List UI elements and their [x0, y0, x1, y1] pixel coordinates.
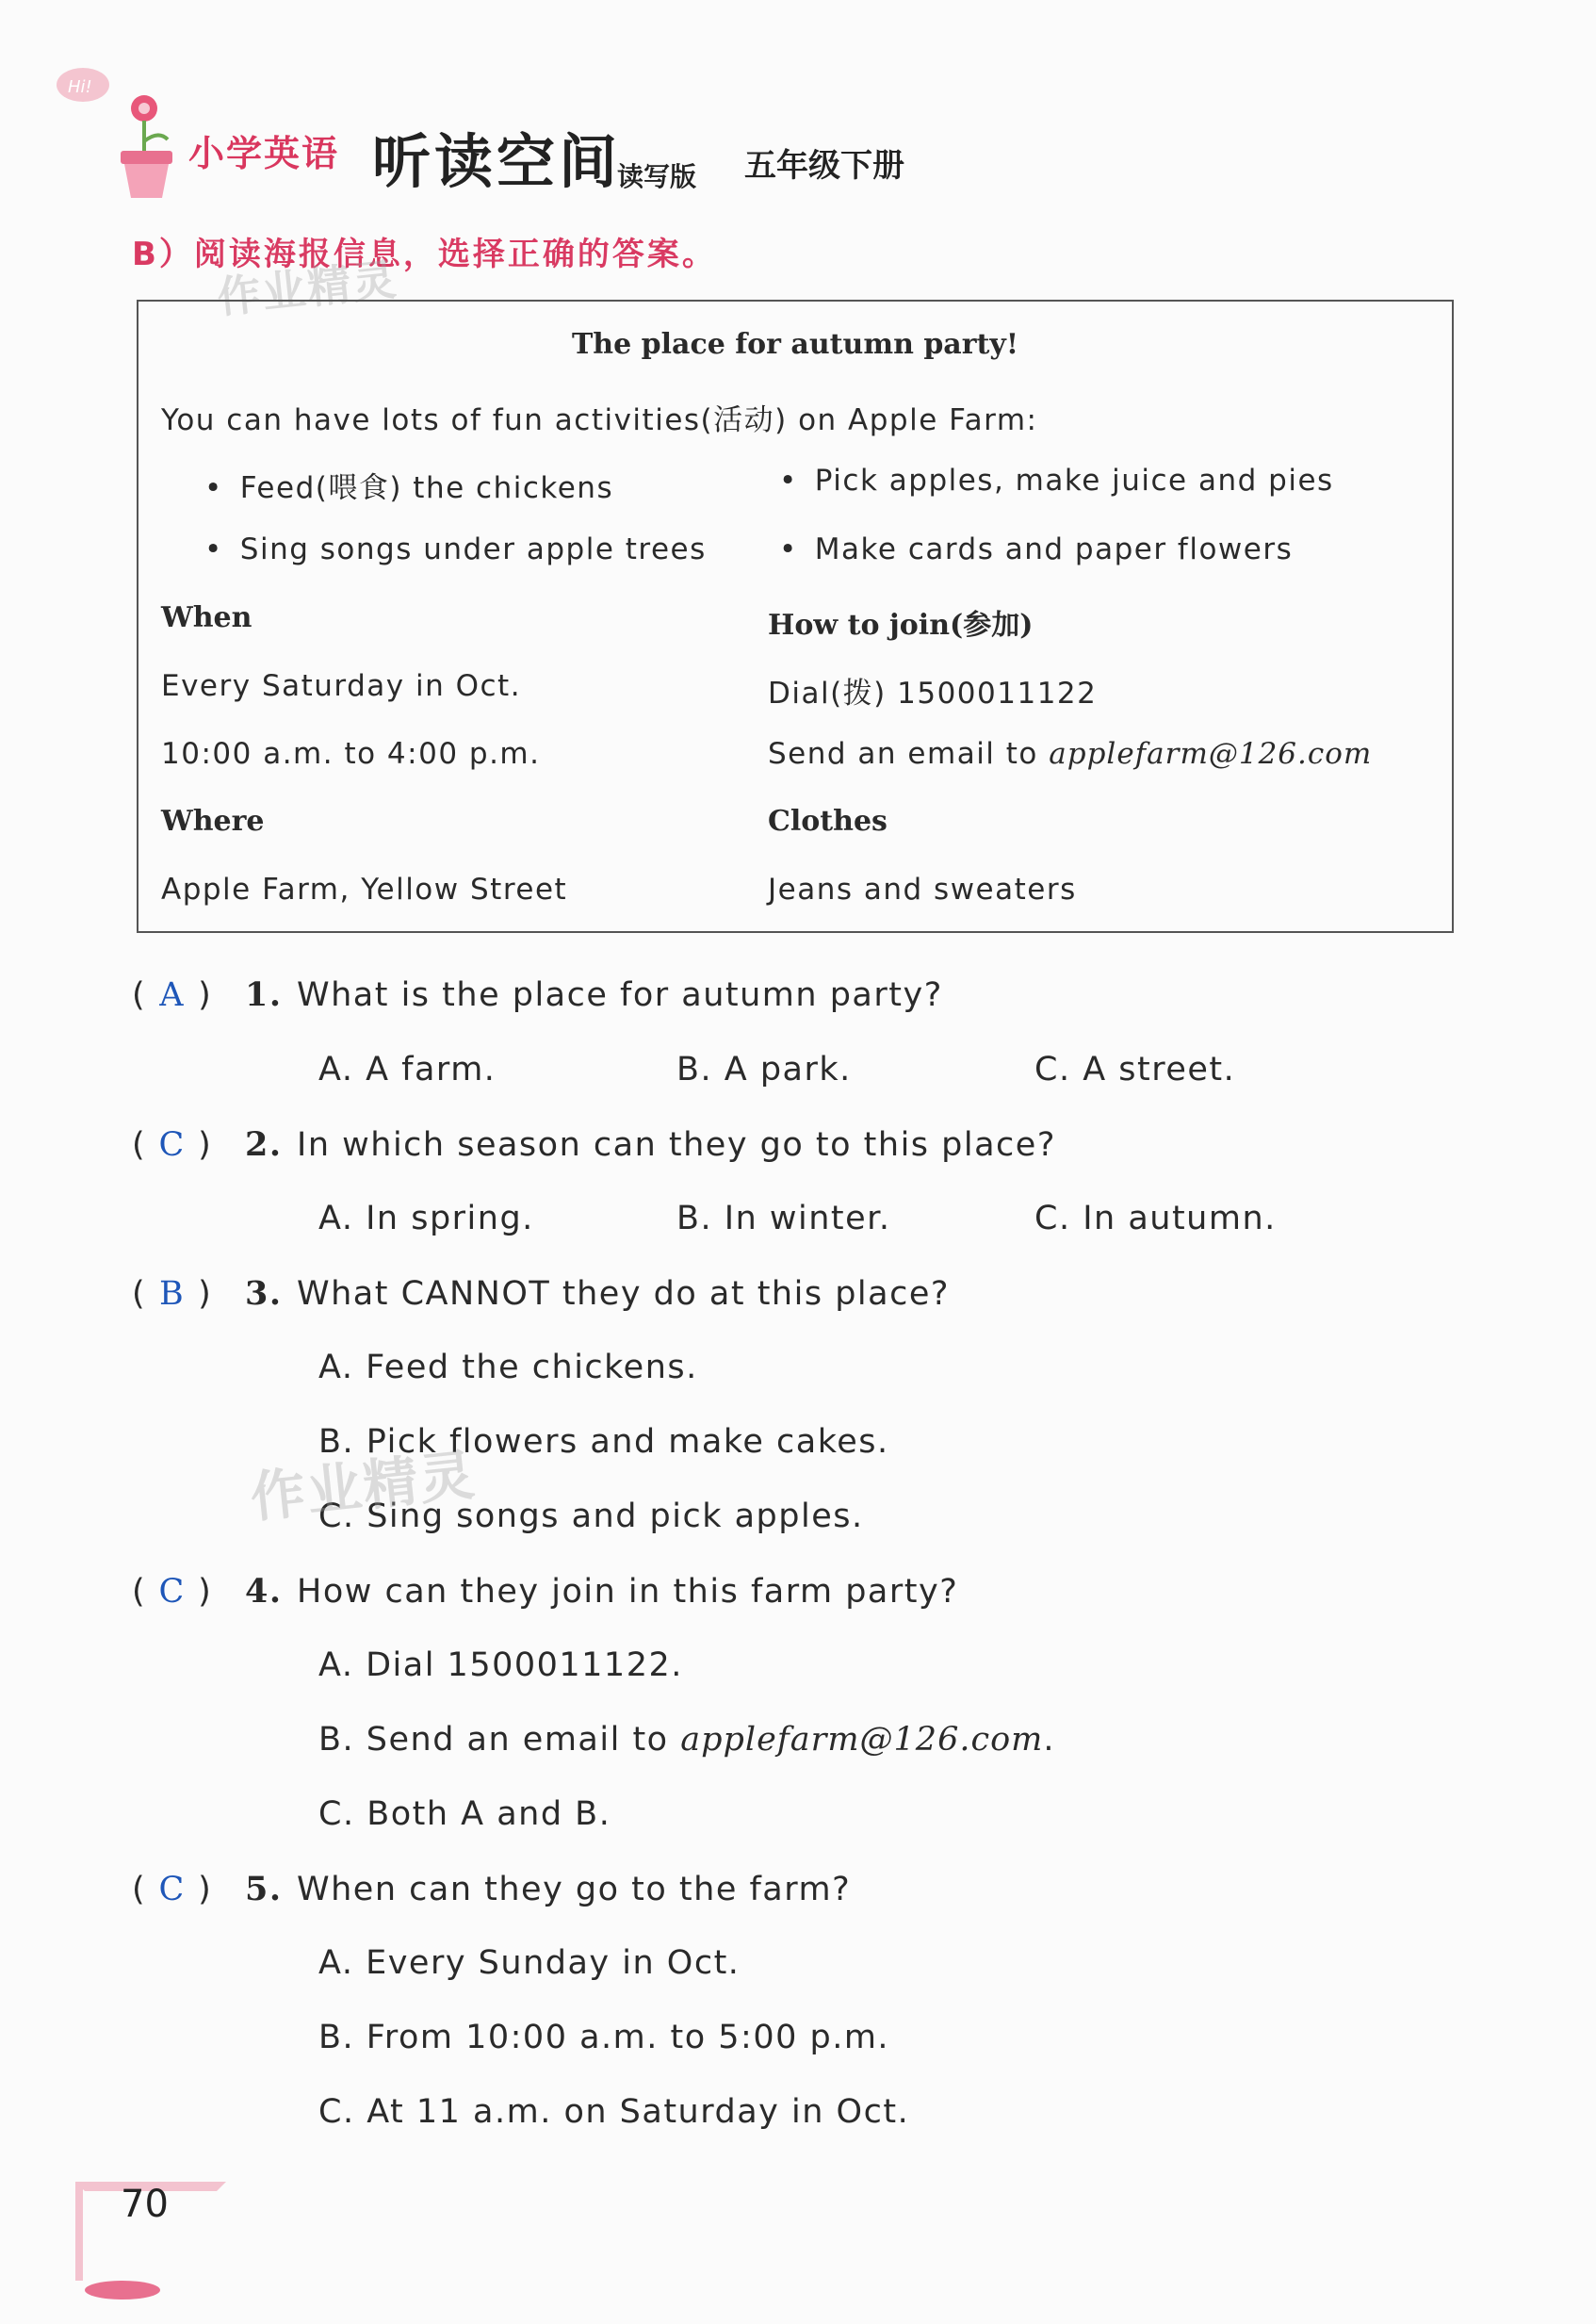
poster-intro: You can have lots of fun activities(活动) on Apple Farm: — [161, 403, 1038, 437]
question-text: When can they go to the farm? — [297, 1871, 852, 1908]
when-time: 10:00 a.m. to 4:00 p.m. — [161, 737, 541, 771]
join-email-address: applefarm@126.com — [1049, 737, 1373, 771]
option-b-prefix: B. Send an email to — [318, 1721, 681, 1759]
answer-value: A — [159, 976, 186, 1014]
join-email-line — [768, 737, 1372, 771]
answer-paren: ( C ) — [132, 1126, 213, 1164]
question-3 — [132, 1274, 950, 1313]
when-heading: When — [161, 601, 252, 634]
answer-value: C — [158, 1573, 186, 1611]
option-a: A. A farm. — [318, 1051, 497, 1088]
option-b — [318, 1721, 1055, 1759]
answer-paren: ( C ) — [132, 1573, 213, 1611]
header-edition: 读写版 — [617, 161, 697, 192]
question-4 — [132, 1572, 958, 1611]
question-number: 5. — [245, 1870, 283, 1908]
watermark: 作业精灵 — [247, 1442, 480, 1530]
clothes-heading: Clothes — [768, 805, 888, 838]
question-number: 2. — [245, 1125, 283, 1164]
option-c: C. Both A and B. — [318, 1795, 611, 1833]
answer-paren: ( B ) — [132, 1275, 213, 1313]
answer-paren: ( A ) — [132, 976, 213, 1014]
section-title: B）阅读海报信息，选择正确的答案。 — [132, 236, 717, 273]
option-b: B. A park. — [676, 1051, 852, 1088]
header-series-title: 听读空间 — [372, 127, 622, 196]
clothes-items: Jeans and sweaters — [768, 873, 1077, 907]
question-5 — [132, 1870, 851, 1908]
page-number: 70 — [121, 2183, 169, 2226]
poster-box — [137, 300, 1454, 933]
question-text: In which season can they go to this place? — [297, 1126, 1056, 1164]
activity-item: • Make cards and paper flowers — [779, 532, 1293, 566]
question-text: What is the place for autumn party? — [297, 976, 943, 1014]
option-c: C. At 11 a.m. on Saturday in Oct. — [318, 2093, 910, 2131]
question-text: What CANNOT they do at this place? — [297, 1275, 950, 1313]
svg-text:Hi!: Hi! — [68, 77, 92, 97]
answer-paren: ( C ) — [132, 1871, 213, 1908]
poster-title: The place for autumn party! — [571, 328, 1019, 361]
answer-value: C — [158, 1126, 186, 1164]
option-b-end: . — [1043, 1721, 1055, 1759]
where-place: Apple Farm, Yellow Street — [161, 873, 568, 907]
option-b: B. Pick flowers and make cakes. — [318, 1423, 889, 1461]
header-grade: 五年级下册 — [744, 147, 904, 185]
option-c: C. In autumn. — [1034, 1200, 1277, 1237]
question-text: How can they join in this farm party? — [297, 1573, 959, 1611]
activity-item: • Pick apples, make juice and pies — [779, 464, 1334, 498]
join-email-prefix: Send an email to — [768, 737, 1050, 771]
option-b: B. From 10:00 a.m. to 5:00 p.m. — [318, 2019, 890, 2056]
option-a: A. Every Sunday in Oct. — [318, 1944, 741, 1982]
option-c: C. A street. — [1034, 1051, 1236, 1088]
header-subject: 小学英语 — [188, 133, 340, 174]
watermark: 作业精灵 — [215, 254, 400, 323]
activity-item: • Feed(喂食) the chickens — [204, 464, 613, 506]
option-a: A. In spring. — [318, 1200, 534, 1237]
flower-pot-logo-icon — [55, 57, 187, 207]
question-2 — [132, 1125, 1056, 1164]
option-c: C. Sing songs and pick apples. — [318, 1498, 864, 1535]
question-1 — [132, 975, 943, 1014]
answer-value: C — [158, 1871, 186, 1908]
option-a: A. Dial 1500011122. — [318, 1646, 683, 1684]
where-heading: Where — [161, 805, 265, 838]
answer-value: B — [159, 1275, 186, 1313]
option-a: A. Feed the chickens. — [318, 1349, 698, 1386]
question-number: 4. — [245, 1572, 283, 1611]
how-to-join-heading: How to join(参加) — [768, 609, 1034, 642]
option-b-email: applefarm@126.com — [680, 1721, 1044, 1759]
option-b: B. In winter. — [676, 1200, 891, 1237]
join-dial: Dial(拨) 1500011122 — [768, 677, 1098, 711]
activity-item: • Sing songs under apple trees — [204, 532, 707, 566]
question-number: 1. — [245, 975, 283, 1014]
question-number: 3. — [245, 1274, 283, 1313]
when-day: Every Saturday in Oct. — [161, 669, 522, 703]
